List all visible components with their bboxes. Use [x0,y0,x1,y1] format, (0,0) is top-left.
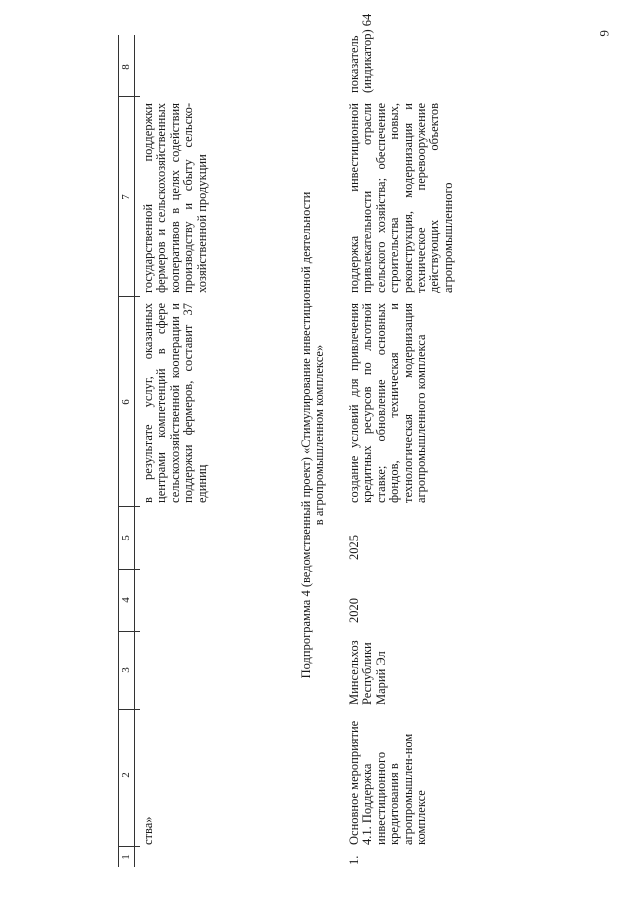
col-number-5: 5 [120,535,132,541]
row1-col2: Основное мероприятие 4.1. Поддержка инвестиционного кредитования в агропромышлен-ном комплексе [347,720,429,845]
row1-col5: 2025 [347,535,361,560]
col-number-3: 3 [120,667,132,673]
col-divider [118,296,140,297]
col-number-6: 6 [120,399,132,405]
col-divider [118,631,140,632]
col-divider [118,506,140,507]
col-divider [118,709,140,710]
row1-col4: 2020 [347,598,361,623]
header-bottom-border [134,35,135,867]
col-number-2: 2 [120,772,132,778]
col-number-4: 4 [120,597,132,603]
top-row-col6: в результате услуг, оказанных центрами компетенций в сфере сельскохозяйственной кооперации и поддержки фермеров, составит 37 единиц [141,303,209,503]
row1-col3: Минсельхоз Республики Марий Эл [347,640,388,705]
table-top-border [118,35,119,867]
page-number: 6 [597,30,612,37]
col-divider [118,96,140,97]
subprogram-title: Подпрограмма 4 (ведомственный проект) «Стимулирование инвестиционной деятельности в агропромышленном комплексе» [299,191,327,679]
row1-col7: поддержка инвестиционной привлекательности отрасли сельского хозяйства; обеспечение строительства новых, реконструкция, модернизация и техническое перевооружение действующих объектов агропромышленного [347,103,455,293]
row1-col6: создание условий для привлечения кредитных ресурсов по льготной ставке; обновление основных фондов, техническая и технологическая модернизация агропромышленного комплекса [347,303,429,503]
col-number-8: 8 [120,64,132,70]
col-divider [118,569,140,570]
row1-col8: показатель (индикатор) 64 [347,13,375,93]
top-row-col2: ства» [141,816,155,845]
row1-number: 1. [347,855,361,865]
top-row-col7: государственной поддержки фермеров и сельскохозяйственных кооперативов в целях содействия производству и сбыту сельско-хозяйственной продукции [141,103,209,293]
col-number-7: 7 [120,194,132,200]
col-number-1: 1 [120,854,132,860]
